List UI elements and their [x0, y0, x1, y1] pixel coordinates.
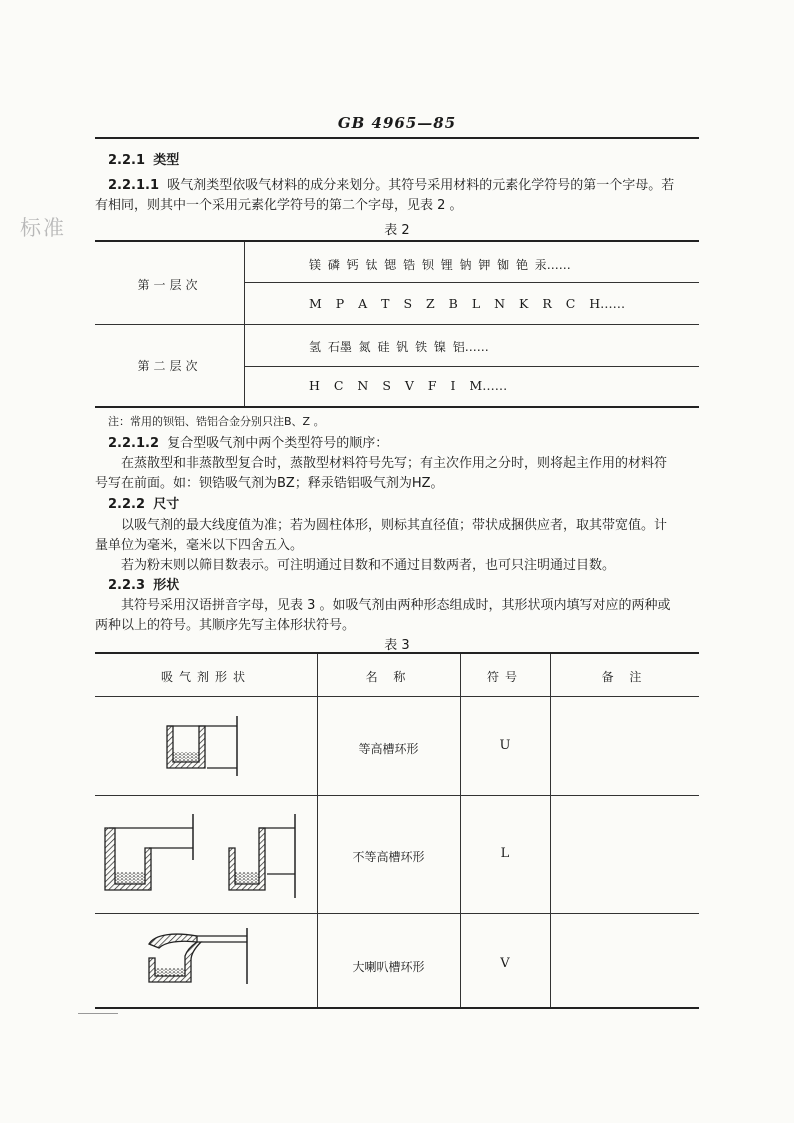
table-2-row-label: 第一层次 — [137, 278, 202, 292]
section-2-2-3-heading — [108, 577, 179, 595]
unequal-height-channel-ring-figure — [101, 812, 201, 898]
table-2-symbols-row: M P A T S Z B L N K R C H…… — [309, 296, 626, 311]
section-title: 复合型吸气剂中两个类型符号的顺序： — [167, 436, 389, 451]
side-watermark: 标准 — [20, 216, 66, 240]
section-number: 2.2.1.1 — [108, 178, 159, 193]
section-2-2-1-1-line1 — [108, 177, 674, 195]
section-number: 2.2.3 — [108, 578, 146, 593]
table-2-note: 注：常用的钡铝、锆铝合金分别只注B、Z 。 — [108, 415, 325, 428]
page-edge-mark — [78, 1013, 118, 1014]
table-3-column-divider — [317, 654, 318, 1007]
table-2-elements-row: 镁 磷 钙 钛 锶 锆 钡 锂 钠 钾 铷 铯 汞…… — [309, 258, 571, 272]
table-3-row-divider — [95, 795, 699, 796]
table-2-caption: 表 2 — [384, 223, 410, 238]
section-2-2-3-line1: 其符号采用汉语拼音字母，见表 3 。如吸气剂由两种形态组成时，其形状项内填写对应的两种或 — [121, 598, 671, 613]
section-2-2-1-2-heading — [108, 435, 388, 453]
table-3-column-divider — [460, 654, 461, 1007]
section-title: 类型 — [153, 153, 180, 168]
table-2 — [95, 240, 699, 408]
table-3-header-name: 名 称 — [365, 670, 412, 684]
table-3-name-cell: 等高槽环形 — [358, 742, 419, 756]
table-3-column-divider — [550, 654, 551, 1007]
table-3-symbol-cell: V — [500, 956, 510, 971]
flared-channel-ring-figure — [145, 926, 255, 990]
section-title: 尺寸 — [153, 497, 180, 512]
table-3-header-divider — [95, 696, 699, 697]
section-2-2-1-2-line1: 在蒸散型和非蒸散型复合时，蒸散型材料符号先写；有主次作用之分时，则将起主作用的材料符 — [121, 456, 668, 471]
table-3-name-cell: 大喇叭槽环形 — [352, 960, 425, 974]
section-2-2-1-1-line2: 有相同，则其中一个采用元素化学符号的第二个字母，见表 2 。 — [95, 198, 463, 213]
table-3-row-divider — [95, 913, 699, 914]
table-3-caption: 表 3 — [384, 638, 410, 653]
unequal-height-channel-ring-alt-figure — [223, 812, 303, 898]
table-2-subrow-divider — [244, 366, 699, 367]
section-number: 2.2.1.2 — [108, 436, 159, 451]
section-number: 2.2.1 — [108, 153, 146, 168]
section-2-2-3-line2: 两种以上的符号。其顺序先写主体形状符号。 — [95, 618, 356, 633]
table-2-row-divider — [95, 324, 699, 325]
section-2-2-1-2-line2: 号写在前面。如：钡锆吸气剂为BZ；释汞锆铝吸气剂为HZ。 — [95, 476, 444, 491]
paragraph-text: 吸气剂类型依吸气材料的成分来划分。其符号采用材料的元素化学符号的第一个字母。若 — [167, 178, 675, 193]
page-header-title: GB 4965—85 — [337, 114, 457, 132]
table-3-header-remark: 备 注 — [601, 670, 648, 684]
table-2-elements-row: 氢 石墨 氮 硅 钒 铁 镍 铝…… — [309, 340, 489, 354]
section-2-2-2-heading — [108, 496, 179, 514]
section-2-2-2-line2: 量单位为毫米，毫米以下四舍五入。 — [95, 538, 304, 553]
table-2-subrow-divider — [244, 282, 699, 283]
table-2-row-label: 第二层次 — [137, 359, 202, 373]
table-2-symbols-row: H C N S V F I M…… — [309, 378, 508, 393]
table-3 — [95, 652, 699, 1009]
table-3-symbol-cell: U — [499, 738, 511, 753]
header-rule — [95, 137, 699, 139]
equal-height-channel-ring-figure — [155, 714, 245, 780]
section-title: 形状 — [153, 578, 180, 593]
table-3-header-symbol: 符号 — [486, 670, 523, 684]
table-3-name-cell: 不等高槽环形 — [352, 850, 425, 864]
table-3-header-shape: 吸气剂形状 — [160, 670, 251, 684]
section-number: 2.2.2 — [108, 497, 146, 512]
section-2-2-2-line3: 若为粉末则以筛目数表示。可注明通过目数和不通过目数两者，也可只注明通过目数。 — [121, 558, 616, 573]
table-3-symbol-cell: L — [500, 846, 510, 861]
section-2-2-2-line1: 以吸气剂的最大线度值为准；若为圆柱体形，则标其直径值；带状成捆供应者，取其带宽值。计 — [121, 518, 668, 533]
section-2-2-1-heading — [108, 152, 179, 170]
